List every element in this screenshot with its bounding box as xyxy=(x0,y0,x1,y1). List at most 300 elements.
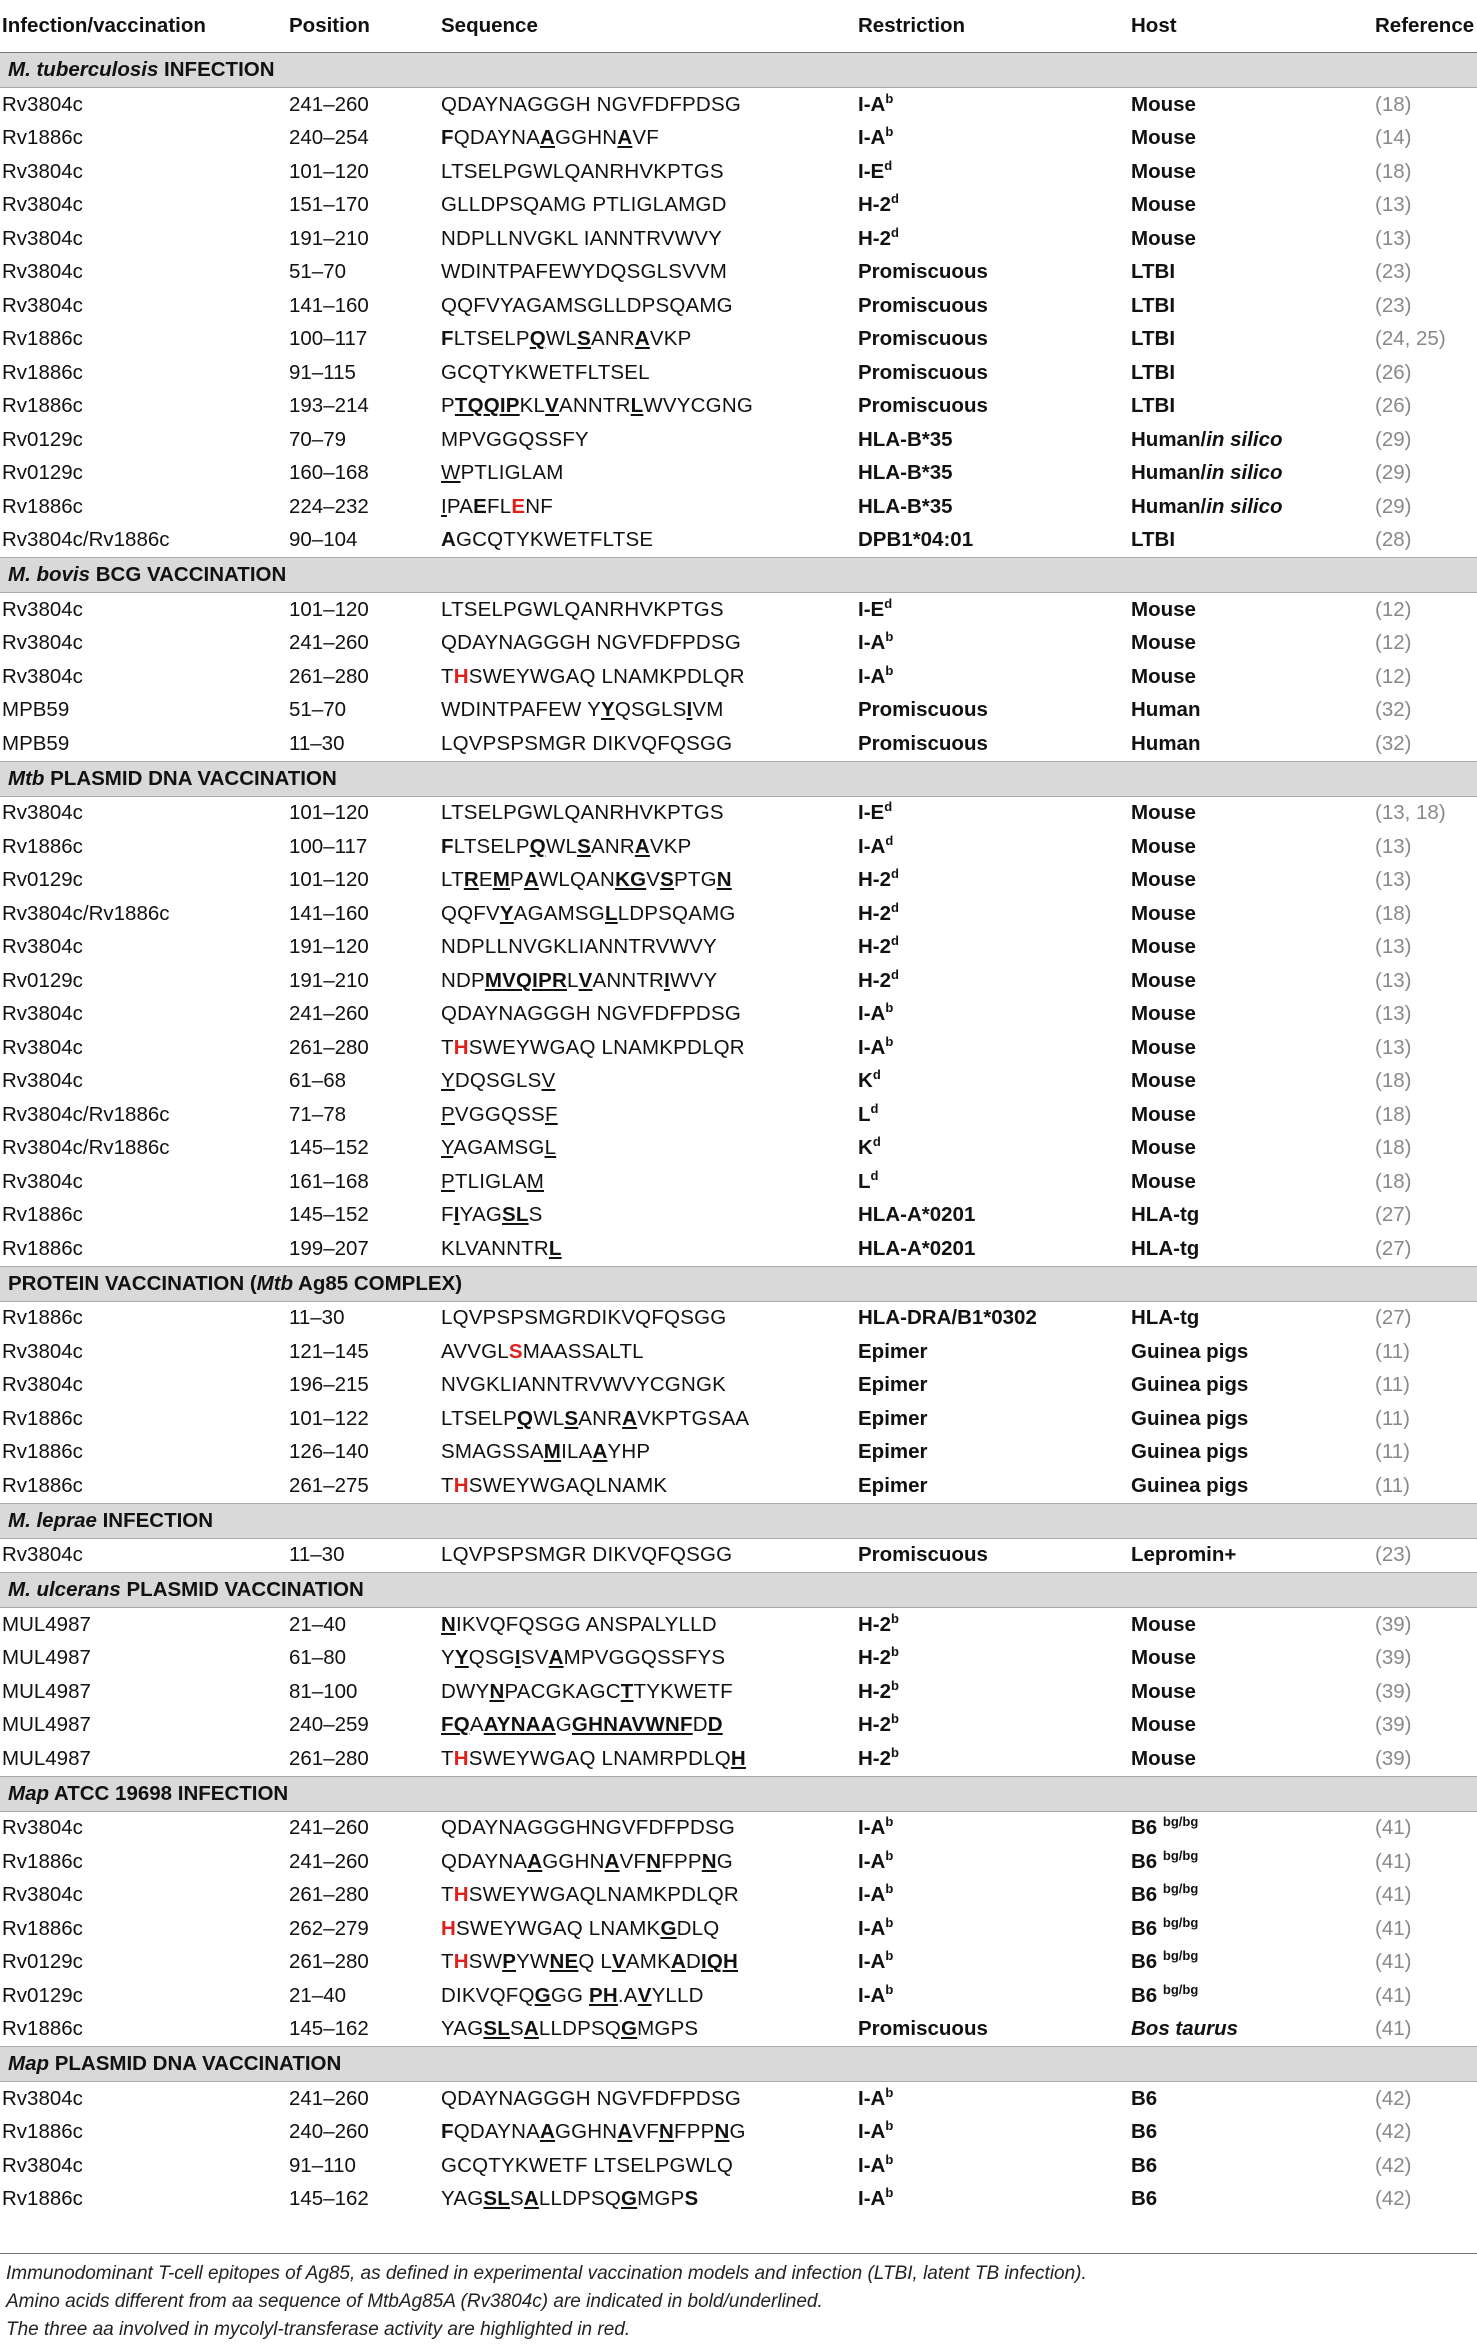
text-segment: bg/bg xyxy=(1162,1847,1199,1863)
text-segment: WL xyxy=(545,327,578,351)
text-segment: in silico xyxy=(1206,427,1283,451)
cell-position: 145–152 xyxy=(289,1203,369,1227)
text-segment: b xyxy=(885,2151,894,2167)
text-segment: A xyxy=(540,126,556,150)
text-segment: d xyxy=(884,157,893,173)
cell-sequence xyxy=(439,122,856,156)
cell-restriction xyxy=(856,1742,1129,1776)
cell-host xyxy=(1129,660,1373,694)
cell-sequence xyxy=(439,423,856,457)
cell-sequence xyxy=(439,1335,856,1369)
text-segment: M. ulcerans xyxy=(8,1578,121,1601)
text-segment: GGHN xyxy=(542,1849,605,1873)
table-row xyxy=(0,1946,1477,1980)
text-segment: Q L xyxy=(578,1950,613,1974)
cell-reference: (18) xyxy=(1375,1136,1412,1160)
cell-host xyxy=(1129,1369,1373,1403)
text-segment: V xyxy=(612,1950,626,1974)
cell-restriction xyxy=(856,256,1129,290)
cell-host xyxy=(1129,457,1373,491)
text-segment: b xyxy=(885,1814,894,1830)
text-segment: Mouse xyxy=(1131,1035,1196,1059)
table-row xyxy=(0,1098,1477,1132)
cell-restriction xyxy=(856,1402,1129,1436)
note-2: Amino acids different from aa sequence of MtbAg85A (Rv3804c) are indicated in bold/underlined. xyxy=(6,2291,823,2312)
text-segment: I xyxy=(441,494,447,518)
text-segment: Mouse xyxy=(1131,868,1196,892)
text-segment: Mtb xyxy=(256,1271,294,1295)
text-segment: LTSELPGWLQANRHVKPTGS xyxy=(441,159,724,183)
text-segment: V xyxy=(541,1069,556,1093)
cell-infection: Rv1886c xyxy=(2,394,83,418)
text-segment: QSGLS xyxy=(614,698,687,722)
cell-position: 91–115 xyxy=(289,360,356,384)
text-segment: SL xyxy=(483,2017,510,2041)
text-segment: V xyxy=(545,394,560,418)
text-segment: V xyxy=(637,1983,652,2007)
section-row xyxy=(0,1266,1477,1301)
cell-position: 241–260 xyxy=(289,2086,369,2110)
section-title xyxy=(0,1266,1477,1301)
text-segment: Mouse xyxy=(1131,968,1196,992)
text-segment: QDAYNAGGGH NGVFDFPDSG xyxy=(441,631,741,655)
text-segment: b xyxy=(885,2185,894,2201)
text-segment: QDAYNAGGGH NGVFDFPDSG xyxy=(441,1002,741,1026)
text-segment: IQ xyxy=(700,1950,724,1974)
text-segment: LTSELP xyxy=(453,834,530,858)
cell-infection: Rv1886c xyxy=(2,126,83,150)
text-segment: b xyxy=(891,1610,899,1626)
cell-restriction xyxy=(856,727,1129,761)
text-segment: Guinea pigs xyxy=(1131,1339,1249,1363)
cell-sequence xyxy=(439,1065,856,1099)
text-segment: F xyxy=(441,327,454,351)
table-row xyxy=(0,2149,1477,2183)
cell-host xyxy=(1129,390,1373,424)
text-segment: Epimer xyxy=(858,1440,928,1464)
text-segment: WLQAN xyxy=(538,868,616,892)
table-row xyxy=(0,256,1477,290)
cell-host xyxy=(1129,1845,1373,1879)
text-segment: P xyxy=(509,868,524,892)
text-segment: Mouse xyxy=(1131,1713,1196,1737)
cell-host xyxy=(1129,1301,1373,1335)
text-segment: I-A xyxy=(858,1950,886,1974)
cell-position: 101–120 xyxy=(289,868,369,892)
text-segment: b xyxy=(885,1981,894,1997)
text-segment: TQQIP xyxy=(454,394,520,418)
text-segment: Mouse xyxy=(1131,597,1196,621)
text-segment: Mouse xyxy=(1131,226,1196,250)
table-row xyxy=(0,830,1477,864)
section-title xyxy=(0,2047,1477,2082)
text-segment: S xyxy=(660,868,674,892)
text-segment: HLA-tg xyxy=(1131,1236,1200,1260)
text-segment: ANR xyxy=(578,1406,623,1430)
text-segment: H-2 xyxy=(858,226,892,250)
cell-host xyxy=(1129,2183,1373,2217)
cell-sequence xyxy=(439,1709,856,1743)
table-row xyxy=(0,1879,1477,1913)
cell-restriction xyxy=(856,864,1129,898)
table-row xyxy=(0,897,1477,931)
text-segment: A xyxy=(592,1440,608,1464)
text-segment: Mouse xyxy=(1131,159,1196,183)
text-segment: N xyxy=(716,868,732,892)
text-segment: I-A xyxy=(858,92,886,116)
text-segment: b xyxy=(885,2118,894,2134)
table-row xyxy=(0,727,1477,761)
cell-sequence xyxy=(439,2082,856,2116)
cell-infection: Rv3804c xyxy=(2,260,83,284)
cell-host xyxy=(1129,1608,1373,1642)
text-segment: Mouse xyxy=(1131,1746,1196,1770)
text-segment: WDINTPAFEWYDQSGLSVVM xyxy=(441,260,728,284)
text-segment: HLA-B*35 xyxy=(858,494,953,518)
cell-reference: (32) xyxy=(1375,698,1412,722)
text-segment: G xyxy=(716,1849,733,1873)
text-segment: bg/bg xyxy=(1162,1914,1199,1930)
table-row xyxy=(0,1912,1477,1946)
text-segment: Mouse xyxy=(1131,834,1196,858)
cell-sequence xyxy=(439,1979,856,2013)
text-segment: SWEYWGAQLNAMK xyxy=(468,1473,668,1497)
section-title xyxy=(0,1776,1477,1811)
text-segment: DWY xyxy=(441,1679,490,1703)
text-segment: B6 xyxy=(1131,1983,1163,2007)
text-segment: SV xyxy=(520,1646,549,1670)
text-segment: d xyxy=(885,832,894,848)
cell-position: 199–207 xyxy=(289,1236,369,1260)
text-segment: YLLD xyxy=(651,1983,704,2007)
text-segment: Promiscuous xyxy=(858,293,988,317)
cell-infection: Rv0129c xyxy=(2,1983,83,2007)
cell-restriction xyxy=(856,1165,1129,1199)
cell-reference: (29) xyxy=(1375,494,1412,518)
cell-restriction xyxy=(856,931,1129,965)
cell-infection: Rv0129c xyxy=(2,1950,83,1974)
cell-infection: Rv3804c xyxy=(2,1339,83,1363)
cell-restriction xyxy=(856,222,1129,256)
text-segment: P xyxy=(502,1950,517,1974)
text-segment: E xyxy=(478,868,493,892)
text-segment: M. leprae xyxy=(8,1508,97,1532)
text-segment: Mouse xyxy=(1131,1679,1196,1703)
text-segment: INFECTION xyxy=(96,1508,214,1532)
text-segment: A xyxy=(617,126,633,150)
cell-position: 51–70 xyxy=(289,260,347,284)
text-segment: SWEYWGAQLNAMKPDLQR xyxy=(468,1883,739,1907)
text-segment: PTLIGLAM xyxy=(460,461,564,485)
text-segment: I xyxy=(664,968,670,992)
cell-infection: Rv3804c xyxy=(2,597,83,621)
cell-restriction xyxy=(856,1642,1129,1676)
text-segment: MGPS xyxy=(637,2017,699,2041)
cell-host xyxy=(1129,694,1373,728)
cell-host xyxy=(1129,1469,1373,1503)
cell-infection: MPB59 xyxy=(2,698,70,722)
text-segment: Mouse xyxy=(1131,1646,1196,1670)
cell-sequence xyxy=(439,796,856,830)
col-restriction: Restriction xyxy=(856,0,1129,53)
cell-host xyxy=(1129,1232,1373,1266)
text-segment: I xyxy=(453,1203,460,1227)
cell-restriction xyxy=(856,830,1129,864)
text-segment: N xyxy=(714,2120,730,2144)
text-segment: Lepromin+ xyxy=(1131,1543,1237,1567)
section-title xyxy=(0,1503,1477,1538)
cell-reference: (42) xyxy=(1375,2153,1412,2177)
text-segment: WDINTPAFEW Y xyxy=(441,698,601,722)
cell-infection: Rv3804c xyxy=(2,159,83,183)
cell-sequence xyxy=(439,524,856,558)
text-segment: B6 xyxy=(1131,2086,1158,2110)
text-segment: I-A xyxy=(858,1002,886,1026)
text-segment: WVY xyxy=(669,968,718,992)
cell-infection: Rv1886c xyxy=(2,494,83,518)
text-segment: K xyxy=(858,1136,873,1160)
text-segment: B6 xyxy=(1131,1916,1163,1940)
cell-infection: Rv3804c xyxy=(2,1543,83,1567)
text-segment: D xyxy=(685,1950,701,1974)
cell-sequence xyxy=(439,1608,856,1642)
cell-reference: (41) xyxy=(1375,2017,1412,2041)
text-segment: in silico xyxy=(1206,494,1283,518)
text-segment: AVVGL xyxy=(441,1339,509,1363)
text-segment: Epimer xyxy=(858,1473,928,1497)
table-row xyxy=(0,289,1477,323)
text-segment: bg/bg xyxy=(1162,1981,1199,1997)
text-segment: QQFVYAGAMSGLLDPSQAMG xyxy=(441,293,733,317)
cell-sequence xyxy=(439,2183,856,2217)
cell-position: 261–280 xyxy=(289,664,369,688)
cell-infection: Rv3804c xyxy=(2,1169,83,1193)
cell-restriction xyxy=(856,1879,1129,1913)
cell-host xyxy=(1129,627,1373,661)
cell-restriction xyxy=(856,189,1129,223)
cell-position: 161–168 xyxy=(289,1169,369,1193)
cell-sequence xyxy=(439,1436,856,1470)
text-segment: PLASMID DNA VACCINATION xyxy=(44,766,337,790)
text-segment: GCQTYKWETFLTSE xyxy=(456,528,654,552)
table-row xyxy=(0,457,1477,491)
text-segment: b xyxy=(885,90,894,106)
text-segment: H-2 xyxy=(858,1713,892,1737)
table-row xyxy=(0,1709,1477,1743)
cell-host xyxy=(1129,964,1373,998)
cell-infection: Rv0129c xyxy=(2,868,83,892)
cell-position: 191–120 xyxy=(289,935,369,959)
text-segment: Mouse xyxy=(1131,664,1196,688)
text-segment: K xyxy=(858,1069,873,1093)
text-segment: TYKWETF xyxy=(633,1679,733,1703)
cell-host xyxy=(1129,2116,1373,2150)
text-segment: T xyxy=(441,1473,454,1497)
text-segment: E xyxy=(511,494,526,518)
text-segment: SW xyxy=(468,1950,503,1974)
cell-position: 261–280 xyxy=(289,1950,369,1974)
cell-reference: (13) xyxy=(1375,868,1412,892)
cell-infection: Rv3804c xyxy=(2,2086,83,2110)
text-segment: Promiscuous xyxy=(858,698,988,722)
cell-sequence xyxy=(439,1301,856,1335)
text-segment: LTSELPGWLQANRHVKPTGS xyxy=(441,801,724,825)
cell-sequence xyxy=(439,1845,856,1879)
text-segment: H xyxy=(453,664,469,688)
text-segment: b xyxy=(885,1881,894,1897)
cell-position: 241–260 xyxy=(289,631,369,655)
cell-position: 11–30 xyxy=(289,731,345,755)
text-segment: H xyxy=(730,1746,746,1770)
text-segment: T xyxy=(441,664,454,688)
cell-position: 261–280 xyxy=(289,1746,369,1770)
text-segment: H-2 xyxy=(858,193,892,217)
cell-position: 51–70 xyxy=(289,698,347,722)
text-segment: H xyxy=(453,1035,469,1059)
text-segment: I xyxy=(686,698,693,722)
text-segment: I-A xyxy=(858,126,886,150)
cell-position: 241–260 xyxy=(289,1816,369,1840)
text-segment: I-A xyxy=(858,1883,886,1907)
cell-restriction xyxy=(856,1538,1129,1573)
text-segment: LDPSQAMG xyxy=(617,901,736,925)
cell-host xyxy=(1129,1538,1373,1573)
text-segment: b xyxy=(885,124,894,140)
cell-host xyxy=(1129,356,1373,390)
text-segment: Mouse xyxy=(1131,126,1196,150)
text-segment: ANNTR xyxy=(592,968,665,992)
text-segment: AGAMSG xyxy=(513,901,605,925)
header-row xyxy=(0,0,1477,53)
text-segment: PLASMID DNA VACCINATION xyxy=(49,2052,342,2075)
cell-host xyxy=(1129,1811,1373,1845)
text-segment: d xyxy=(870,1100,879,1116)
text-segment: ILA xyxy=(561,1440,593,1464)
text-segment: I-A xyxy=(858,664,886,688)
text-segment: PLASMID VACCINATION xyxy=(120,1578,364,1601)
table-row xyxy=(0,356,1477,390)
text-segment: I xyxy=(514,1646,521,1670)
text-segment: LTBI xyxy=(1131,327,1176,351)
text-segment: N xyxy=(489,1679,505,1703)
text-segment: B6 xyxy=(1131,2120,1158,2144)
text-segment: A xyxy=(622,1406,638,1430)
cell-position: 101–120 xyxy=(289,801,369,825)
table-row xyxy=(0,1742,1477,1776)
text-segment: SWEYWGAQ LNAMKPDLQR xyxy=(468,664,745,688)
text-segment: I-A xyxy=(858,1983,886,2007)
cell-position: 241–260 xyxy=(289,1849,369,1873)
cell-position: 261–280 xyxy=(289,1883,369,1907)
text-segment: A xyxy=(634,834,650,858)
cell-sequence xyxy=(439,222,856,256)
cell-infection: Rv3804c xyxy=(2,1373,83,1397)
text-segment: G xyxy=(660,1916,677,1940)
cell-position: 224–232 xyxy=(289,494,369,518)
cell-reference: (41) xyxy=(1375,1916,1412,1940)
cell-infection: Rv1886c xyxy=(2,2017,83,2041)
cell-sequence xyxy=(439,356,856,390)
text-segment: SL xyxy=(502,1203,529,1227)
text-segment: L xyxy=(604,901,618,925)
table-row xyxy=(0,1402,1477,1436)
text-segment: A xyxy=(617,2120,633,2144)
text-segment: B6 xyxy=(1131,1816,1163,1840)
text-segment: BCG VACCINATION xyxy=(90,563,287,586)
text-segment: D xyxy=(692,1713,708,1737)
text-segment: LTBI xyxy=(1131,260,1176,284)
table-row xyxy=(0,1538,1477,1573)
table-row xyxy=(0,490,1477,524)
cell-host xyxy=(1129,122,1373,156)
text-segment: d xyxy=(891,224,899,240)
table-row xyxy=(0,1469,1477,1503)
cell-restriction xyxy=(856,524,1129,558)
text-segment: WL xyxy=(545,834,578,858)
text-segment: Y xyxy=(600,698,615,722)
text-segment: FPP xyxy=(673,2120,715,2144)
cell-sequence xyxy=(439,593,856,627)
table-row xyxy=(0,155,1477,189)
cell-sequence xyxy=(439,88,856,122)
cell-infection: Rv3804c xyxy=(2,631,83,655)
section-row xyxy=(0,1573,1477,1608)
cell-infection: Rv0129c xyxy=(2,968,83,992)
cell-reference: (13) xyxy=(1375,193,1412,217)
table-row xyxy=(0,1232,1477,1266)
text-segment: A xyxy=(634,327,650,351)
cell-host xyxy=(1129,931,1373,965)
text-segment: T xyxy=(620,1679,634,1703)
text-segment: ANR xyxy=(590,834,635,858)
cell-reference: (24, 25) xyxy=(1375,327,1446,351)
text-segment: WL xyxy=(533,1406,565,1430)
cell-restriction xyxy=(856,2082,1129,2116)
cell-host xyxy=(1129,289,1373,323)
cell-restriction xyxy=(856,1608,1129,1642)
text-segment: P xyxy=(441,1169,455,1193)
text-segment: PTG xyxy=(673,868,717,892)
cell-restriction xyxy=(856,1709,1129,1743)
cell-host xyxy=(1129,1912,1373,1946)
cell-reference: (11) xyxy=(1375,1339,1410,1363)
cell-position: 21–40 xyxy=(289,1612,347,1636)
cell-host xyxy=(1129,155,1373,189)
text-segment: QDAYNA xyxy=(453,2120,540,2144)
text-segment: Guinea pigs xyxy=(1131,1473,1249,1497)
text-segment: H xyxy=(453,1883,469,1907)
cell-restriction xyxy=(856,1946,1129,1980)
cell-host xyxy=(1129,490,1373,524)
text-segment: in silico xyxy=(1206,461,1283,485)
cell-reference: (39) xyxy=(1375,1746,1412,1770)
text-segment: d xyxy=(870,1167,879,1183)
text-segment: KG xyxy=(615,868,647,892)
text-segment: LQVPSPSMGR DIKVQFQSGG xyxy=(441,1543,733,1567)
text-segment: I-A xyxy=(858,834,886,858)
text-segment: VKP xyxy=(649,327,692,351)
text-segment: WVYCGNG xyxy=(643,394,753,418)
text-segment: Y xyxy=(454,1646,469,1670)
cell-host xyxy=(1129,88,1373,122)
text-segment: Y xyxy=(441,1646,455,1670)
cell-infection: Rv1886c xyxy=(2,327,83,351)
text-segment: N xyxy=(441,1612,457,1636)
text-segment: GGHN xyxy=(555,2120,618,2144)
text-segment: bg/bg xyxy=(1162,1814,1199,1830)
cell-sequence xyxy=(439,627,856,661)
text-segment: b xyxy=(891,1644,899,1660)
